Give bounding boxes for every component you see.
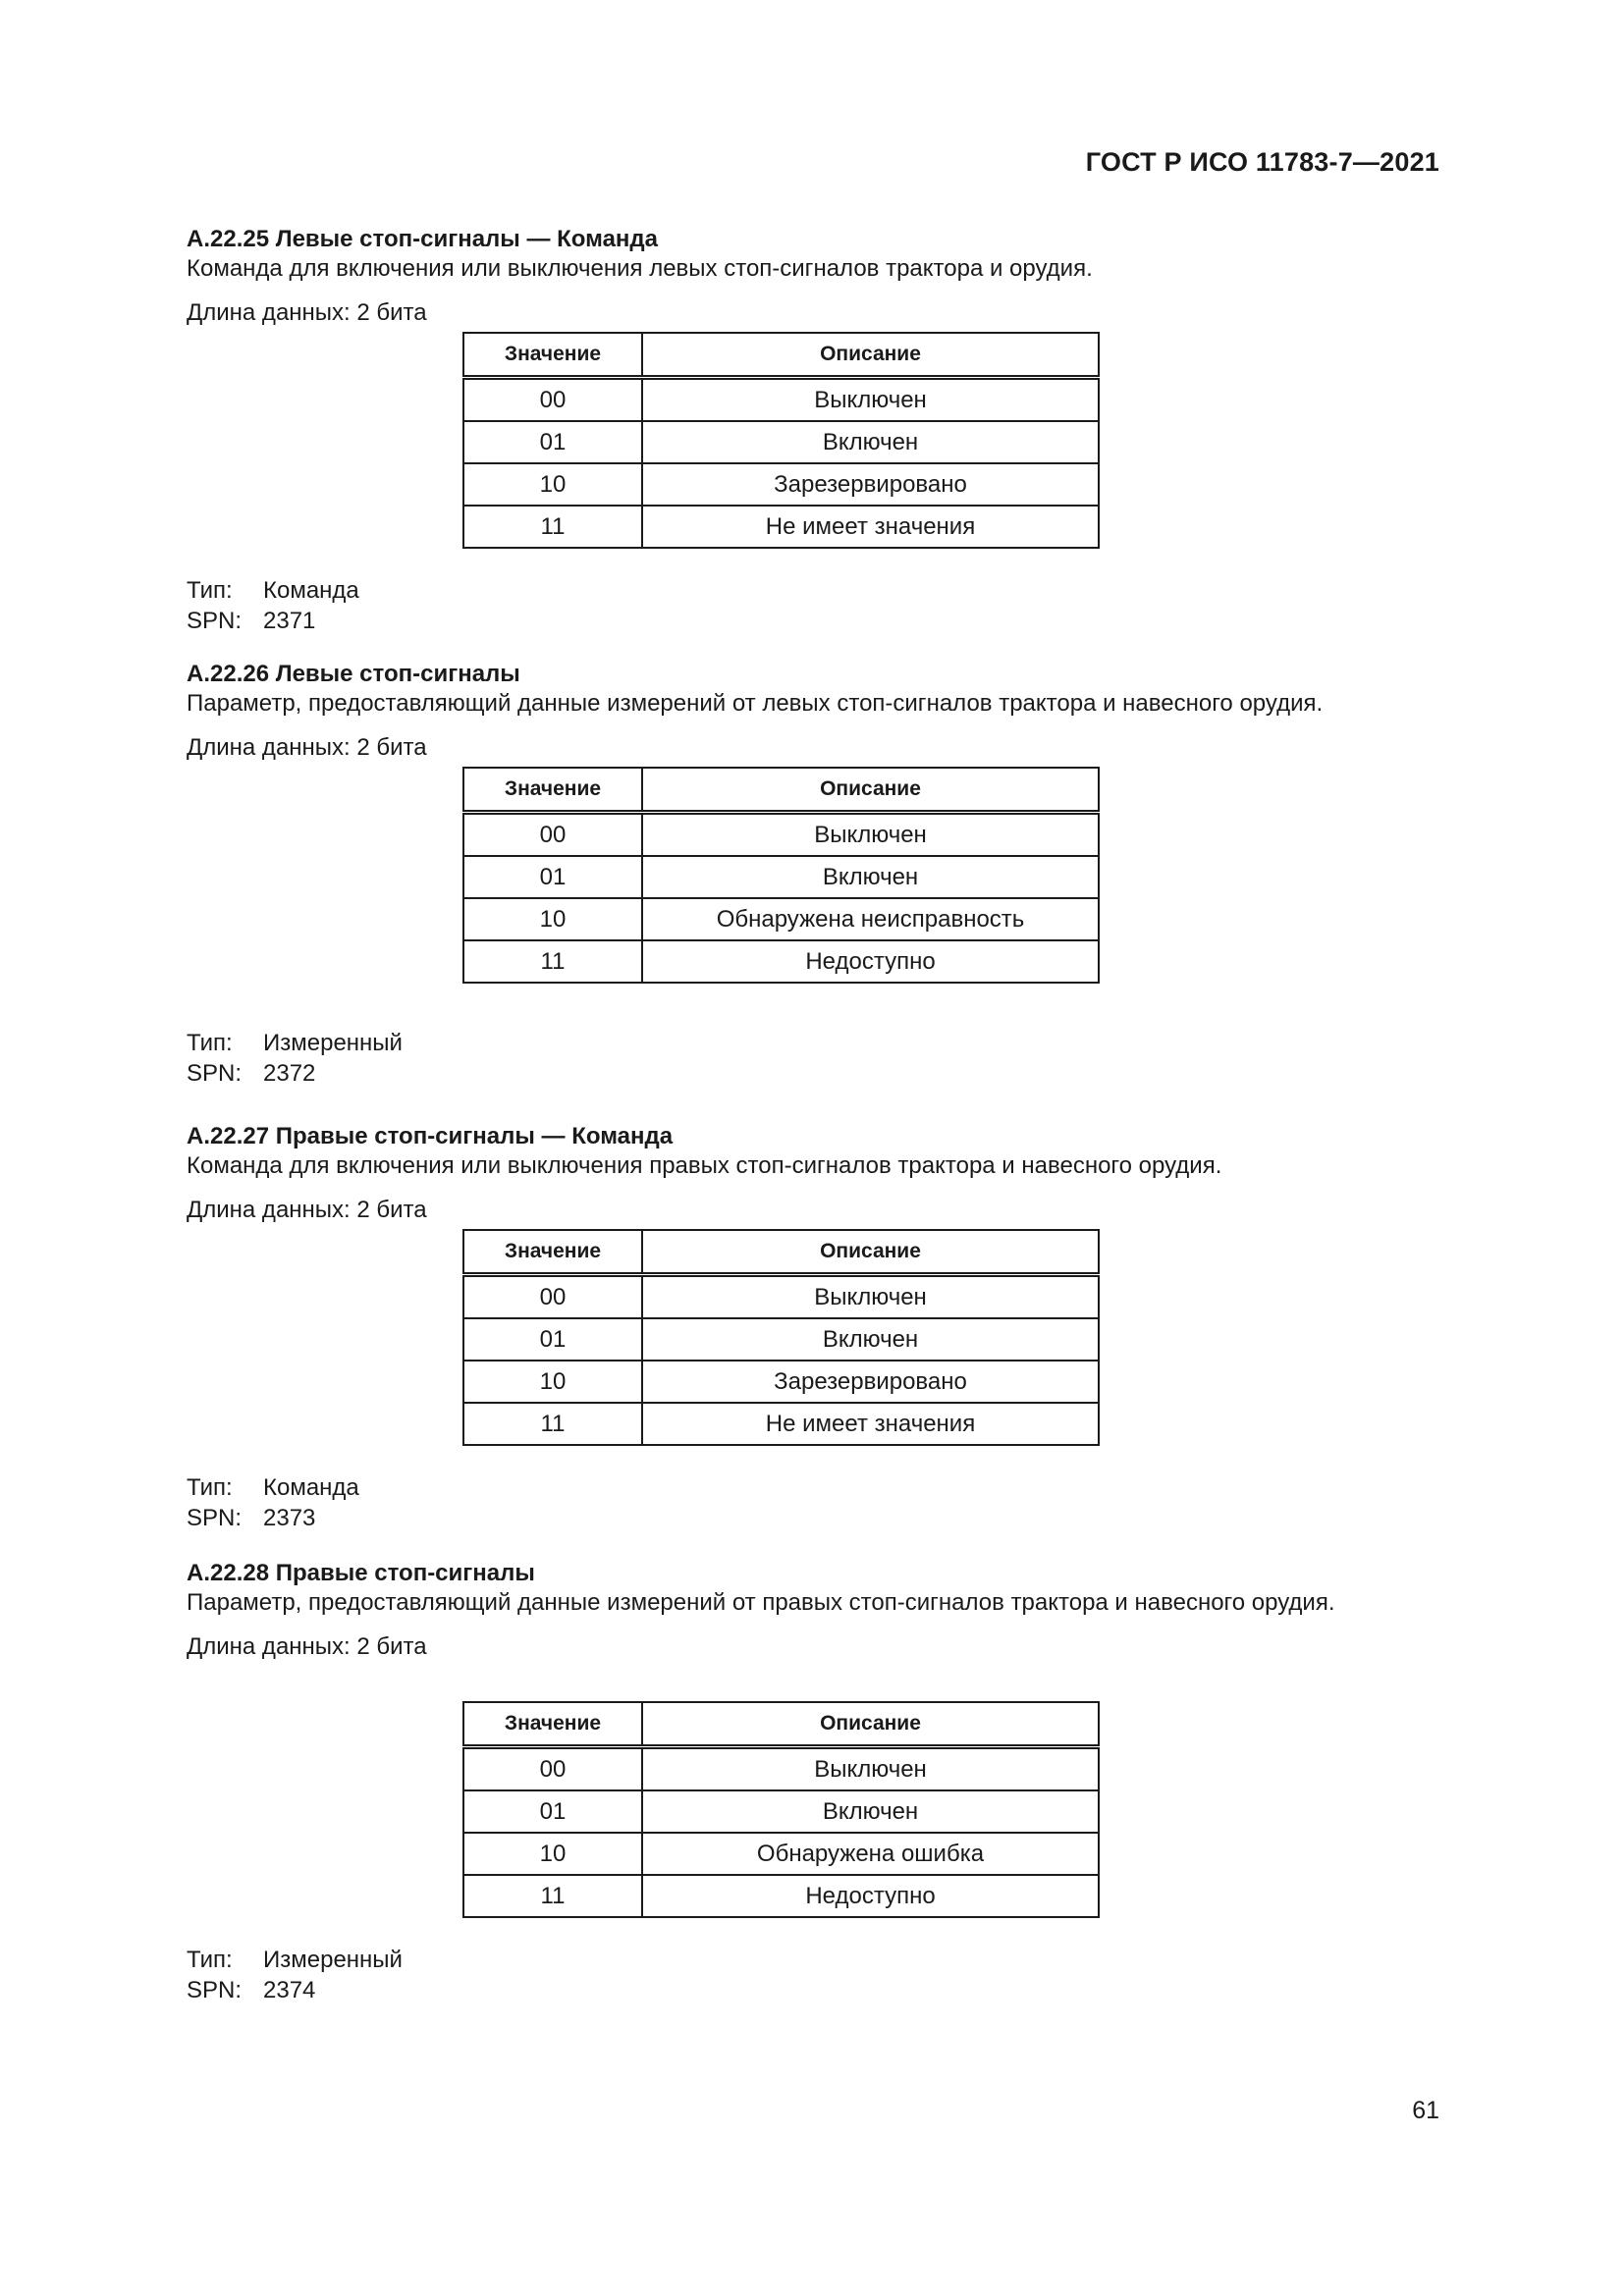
table-row — [463, 378, 1099, 422]
spn-line — [187, 1975, 1453, 2005]
table-row — [463, 1361, 1099, 1403]
type-line — [187, 1472, 1453, 1503]
type-value: Измеренный — [263, 1030, 403, 1056]
values-table — [462, 767, 1100, 984]
cell-description: Зарезервировано — [642, 1361, 1099, 1403]
cell-value: 00 — [463, 813, 642, 857]
column-header-description: Описание — [642, 333, 1099, 378]
data-length: Длина данных: 2 бита — [187, 734, 427, 761]
cell-value: 11 — [463, 940, 642, 983]
spn-label: SPN: — [187, 1977, 243, 2003]
cell-value: 01 — [463, 1790, 642, 1833]
cell-value: 01 — [463, 1318, 642, 1361]
spn-value: 2373 — [263, 1505, 316, 1531]
cell-value: 11 — [463, 1403, 642, 1445]
cell-description: Не имеет значения — [642, 506, 1099, 548]
spn-label: SPN: — [187, 608, 243, 634]
cell-description: Обнаружена ошибка — [642, 1833, 1099, 1875]
table-row — [463, 506, 1099, 548]
table-row — [463, 898, 1099, 940]
section-description: Команда для включения или выключения левых стоп-сигналов трактора и орудия. — [187, 255, 1093, 282]
spn-value: 2371 — [263, 608, 316, 634]
meta-block — [187, 1945, 1453, 2005]
section-a-22-25 — [187, 225, 1453, 636]
section-description: Параметр, предоставляющий данные измерений от правых стоп-сигналов трактора и навесного орудия. — [187, 1589, 1335, 1616]
type-value: Команда — [263, 1474, 359, 1501]
cell-description: Включен — [642, 1790, 1099, 1833]
section-a-22-26 — [187, 660, 1453, 1089]
meta-block — [187, 575, 1453, 636]
document-id: ГОСТ Р ИСО 11783-7—2021 — [1085, 147, 1439, 177]
values-table — [462, 1229, 1100, 1446]
section-title: А.22.28 Правые стоп-сигналы — [187, 1560, 535, 1586]
table-row — [463, 1875, 1099, 1917]
cell-description: Включен — [642, 421, 1099, 463]
column-header-description: Описание — [642, 768, 1099, 813]
cell-value: 01 — [463, 421, 642, 463]
spn-label: SPN: — [187, 1060, 243, 1087]
meta-block — [187, 1028, 1453, 1089]
section-a-22-27 — [187, 1122, 1453, 1533]
cell-value: 00 — [463, 378, 642, 422]
cell-value: 00 — [463, 1275, 642, 1319]
cell-description: Зарезервировано — [642, 463, 1099, 506]
type-value: Команда — [263, 577, 359, 604]
column-header-value: Значение — [463, 768, 642, 813]
cell-value: 10 — [463, 463, 642, 506]
data-length: Длина данных: 2 бита — [187, 299, 427, 326]
type-label: Тип: — [187, 1030, 233, 1056]
table-row — [463, 1790, 1099, 1833]
cell-value: 10 — [463, 1361, 642, 1403]
cell-description: Выключен — [642, 1747, 1099, 1791]
cell-description: Не имеет значения — [642, 1403, 1099, 1445]
data-length: Длина данных: 2 бита — [187, 1197, 427, 1223]
table-row — [463, 856, 1099, 898]
cell-description: Включен — [642, 856, 1099, 898]
column-header-value: Значение — [463, 333, 642, 378]
type-value: Измеренный — [263, 1947, 403, 1973]
cell-description: Недоступно — [642, 1875, 1099, 1917]
cell-value: 10 — [463, 1833, 642, 1875]
cell-value: 10 — [463, 898, 642, 940]
section-a-22-28 — [187, 1559, 1453, 2005]
values-table — [462, 332, 1100, 549]
table-row — [463, 1833, 1099, 1875]
cell-value: 11 — [463, 506, 642, 548]
cell-description: Обнаружена неисправность — [642, 898, 1099, 940]
spn-label: SPN: — [187, 1505, 243, 1531]
type-label: Тип: — [187, 1474, 233, 1501]
type-line — [187, 1945, 1453, 1975]
section-description: Параметр, предоставляющий данные измерений от левых стоп-сигналов трактора и навесного орудия. — [187, 690, 1324, 717]
cell-value: 11 — [463, 1875, 642, 1917]
page-number: 61 — [1412, 2097, 1439, 2124]
spn-line — [187, 1058, 1453, 1089]
table-row — [463, 1275, 1099, 1319]
column-header-value: Значение — [463, 1230, 642, 1275]
cell-description: Включен — [642, 1318, 1099, 1361]
cell-description: Выключен — [642, 813, 1099, 857]
cell-description: Выключен — [642, 1275, 1099, 1319]
column-header-value: Значение — [463, 1702, 642, 1747]
type-line — [187, 575, 1453, 606]
values-table — [462, 1701, 1100, 1918]
cell-description: Выключен — [642, 378, 1099, 422]
spn-line — [187, 1503, 1453, 1533]
column-header-description: Описание — [642, 1230, 1099, 1275]
section-title: А.22.26 Левые стоп-сигналы — [187, 661, 520, 687]
spn-value: 2372 — [263, 1060, 316, 1087]
type-label: Тип: — [187, 577, 233, 604]
table-row — [463, 1403, 1099, 1445]
type-line — [187, 1028, 1453, 1058]
section-title: А.22.25 Левые стоп-сигналы — Команда — [187, 226, 658, 252]
type-label: Тип: — [187, 1947, 233, 1973]
section-title: А.22.27 Правые стоп-сигналы — Команда — [187, 1123, 674, 1149]
table-row — [463, 940, 1099, 983]
spn-value: 2374 — [263, 1977, 316, 2003]
table-row — [463, 463, 1099, 506]
data-length: Длина данных: 2 бита — [187, 1633, 427, 1660]
cell-value: 01 — [463, 856, 642, 898]
spn-line — [187, 606, 1453, 636]
cell-value: 00 — [463, 1747, 642, 1791]
table-row — [463, 813, 1099, 857]
table-row — [463, 1318, 1099, 1361]
table-row — [463, 421, 1099, 463]
table-row — [463, 1747, 1099, 1791]
meta-block — [187, 1472, 1453, 1533]
column-header-description: Описание — [642, 1702, 1099, 1747]
cell-description: Недоступно — [642, 940, 1099, 983]
section-description: Команда для включения или выключения правых стоп-сигналов трактора и навесного орудия. — [187, 1152, 1222, 1179]
